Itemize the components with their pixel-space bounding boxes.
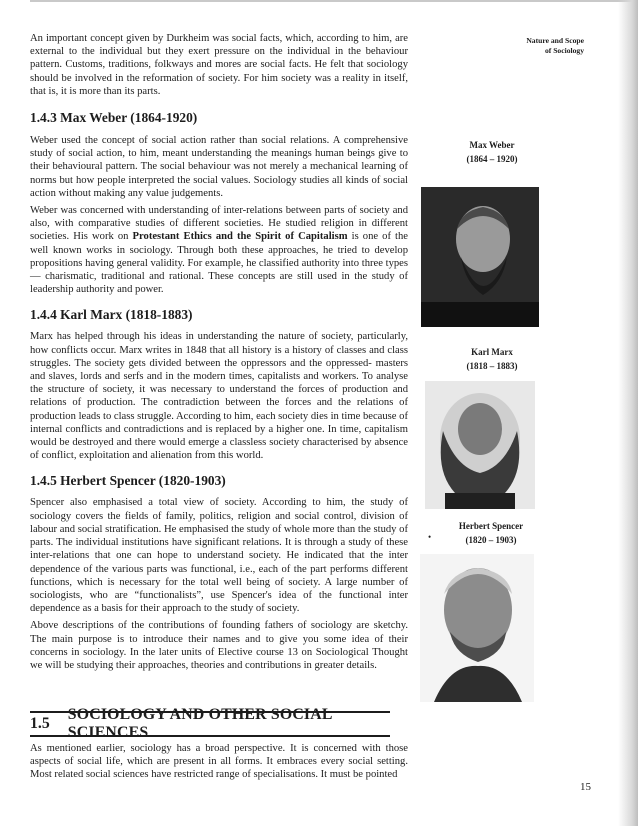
section-heading-bar: [30, 706, 390, 741]
weber-caption-years: (1864 – 1920): [466, 154, 518, 164]
spencer-paragraph: Spencer also emphasised a total view of society. According to him, the study of sociology covers the fields of family, politics, religion and social control, division of labour and social stratification. He emphasised the study of whole more than the study of parts. The individual institutions have significant relations. It is through a study of these inter-relations that one can hope to understand society. He indicated that the inter dependence of the various parts was functional, i.e., each of the part performs different functions, which is necessary for the total well being of society. A large number of sociologists, who are “functionalists”, use Spencer's idea of the functional inter dependence as a basis for their approach to the study of society.: [30, 497, 408, 615]
marx-caption-years: (1818 – 1883): [466, 361, 518, 371]
marx-paragraph: Marx has helped through his ideas in understanding the nature of society, particularly, how conflicts occur. Marx writes in 1848 that all history is a history of classes and class struggles. The society gets divided between the oppressors and the oppressed- masters and slaves, lords and serfs and in the modern times, capitalists and workers. To analyse the structure of society, it was necessary to understand the forces of production and relations of production. The contradiction between the forces and the relations of production leads to class struggle. According to him, each society dies in time because of internal conflicts and contradictions and is replaced by a higher one. In time, capitalism would be destroyed and there would emerge a classless society characterised by absence of conflict, exploitation and alienation from this world.: [30, 331, 408, 462]
herbert-spencer-portrait: [420, 554, 534, 702]
running-header-line2: of Sociology: [544, 46, 584, 55]
weber-paragraph-2-start: Weber was concerned with understanding of inter-relations between parts of society and also, with comparative studies of different societies. He studied religion in different societies. His work on: [30, 205, 408, 243]
max-weber-portrait: [421, 187, 539, 327]
spencer-caption: [436, 519, 546, 547]
weber-heading: 1.4.3 Max Weber (1864-1920): [30, 110, 198, 126]
intro-paragraph: An important concept given by Durkheim was social facts, which, according to him, are external to the individual but they exert pressure on the individual in the behaviour pattern. Customs, traditions, folkways and mores are social facts. He felt that sociology should be involved in the reformation of society. For him society was a reality in itself, that is, it is more than its parts.: [30, 33, 408, 97]
marx-heading: 1.4.4 Karl Marx (1818-1883): [30, 307, 193, 323]
weber-paragraph-2: [30, 204, 408, 296]
weber-work-title: Protestant Ethics and the Spirit of Capitalism: [132, 231, 348, 243]
section-paragraph: As mentioned earlier, sociology has a broad perspective. It is concerned with those aspects of social life, which are present in all forms. It embraces every social setting. Most related social sciences have restricted range of specialisations. It must be pointed: [30, 743, 408, 781]
marx-caption-name: Karl Marx: [471, 347, 513, 357]
weber-caption: [437, 138, 547, 166]
weber-paragraph-1: Weber used the concept of social action rather than social relations. A comprehensive study of social action, to him, meant understanding the meanings human beings give to their behavioural pattern. The social behaviour was not merely a mechanical learning of norms but how people interpreted the social values. Sociology studies all kinds of social action without making any value judgements.: [30, 135, 408, 199]
weber-paragraph-2-end: is one of the well known works in sociology. Through both these approaches, he tried to develop propositions having general validity. For example, he classified authority into three types — charismatic, traditional and rational. These concepts are still used in the study of leadership authority and power.: [30, 231, 409, 296]
scan-mark: •: [428, 532, 432, 542]
section-title: SOCIOLOGY AND OTHER SOCIAL SCIENCES: [67, 706, 332, 741]
spencer-caption-years: (1820 – 1903): [465, 535, 517, 545]
running-header-line1: Nature and Scope: [526, 36, 584, 45]
running-header: [474, 36, 584, 56]
section-number: 1.5: [30, 715, 50, 732]
page-number: 15: [580, 781, 591, 793]
main-column: [30, 32, 408, 676]
top-border-line: [30, 0, 638, 2]
weber-caption-name: Max Weber: [469, 140, 515, 150]
spencer-heading: 1.4.5 Herbert Spencer (1820-1903): [30, 473, 226, 489]
spencer-caption-name: Herbert Spencer: [458, 521, 524, 531]
karl-marx-portrait: [425, 381, 535, 509]
marx-caption: [437, 345, 547, 373]
summary-paragraph: Above descriptions of the contributions of founding fathers of sociology are sketchy. The main purpose is to introduce their names and to give you some idea of their concerns in sociology. In the later units of Elective course 13 on Sociological Thought we will be studying their approaches, theories and contributions in greater details.: [30, 620, 408, 671]
scan-edge-shadow: [618, 0, 638, 826]
